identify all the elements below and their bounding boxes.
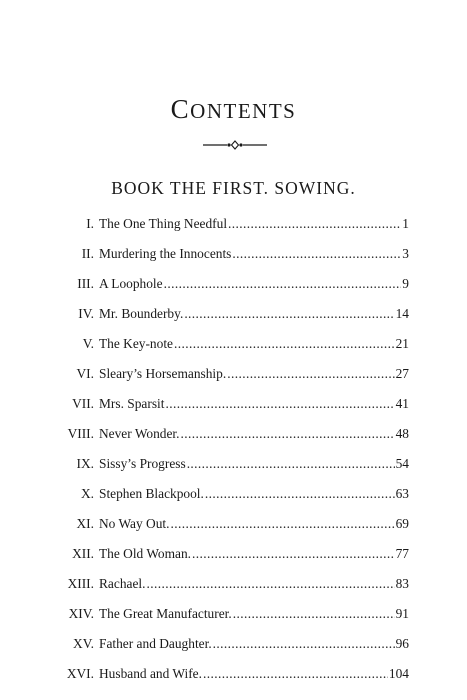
page-title: [0, 92, 467, 128]
chapter-line: [99, 243, 409, 265]
toc-entry: [0, 303, 467, 333]
toc-entry: [0, 213, 467, 243]
chapter-number: I.: [86, 216, 94, 231]
chapter-title: Rachael.: [99, 576, 146, 591]
chapter-title: The One Thing Needful: [99, 216, 228, 231]
chapter-line: [99, 603, 409, 625]
chapter-number: XIII.: [67, 576, 94, 591]
chapter-page-number: 3: [402, 246, 409, 261]
toc-entry: [0, 573, 467, 603]
chapter-line: [99, 333, 409, 355]
chapter-title: Mrs. Sparsit: [99, 396, 165, 411]
chapter-line: [99, 453, 409, 475]
chapter-line: [99, 213, 409, 235]
chapter-number: IX.: [76, 456, 94, 471]
dot-leader: [233, 603, 395, 625]
chapter-number: VIII.: [67, 426, 94, 441]
toc-entry: [0, 363, 467, 393]
chapter-page-number: 54: [395, 456, 409, 471]
toc-entry: [0, 453, 467, 483]
toc-entry: [0, 273, 467, 303]
dot-leader: [203, 663, 388, 685]
dot-leader: [180, 423, 394, 445]
toc-entry: [0, 603, 467, 633]
chapter-page-number: 63: [395, 486, 409, 501]
chapter-page-number: 14: [395, 306, 409, 321]
chapter-title: Sleary’s Horsemanship.: [99, 366, 227, 381]
chapter-title: Father and Daughter.: [99, 636, 212, 651]
chapter-title: Stephen Blackpool.: [99, 486, 204, 501]
chapter-title: The Key-note: [99, 336, 173, 351]
page-title-rest: ONTENTS: [190, 99, 297, 123]
chapter-title: The Great Manufacturer.: [99, 606, 232, 621]
chapter-title: Never Wonder.: [99, 426, 180, 441]
dot-leader: [164, 273, 402, 295]
chapter-title: Husband and Wife.: [99, 666, 202, 681]
chapter-line: [99, 573, 409, 595]
chapter-page-number: 91: [395, 606, 409, 621]
chapter-number: II.: [81, 246, 94, 261]
dot-leader: [213, 633, 395, 655]
chapter-page-number: 1: [402, 216, 409, 231]
toc-entry: [0, 243, 467, 273]
dot-leader: [187, 453, 395, 475]
toc-entry: [0, 423, 467, 453]
toc-entry: [0, 543, 467, 573]
dot-leader: [174, 333, 395, 355]
toc-entry: [0, 393, 467, 423]
dot-leader: [170, 513, 394, 535]
chapter-line: [99, 303, 409, 325]
chapter-page-number: 96: [395, 636, 409, 651]
chapter-number: XIV.: [68, 606, 94, 621]
chapter-title: No Way Out.: [99, 516, 170, 531]
chapter-title: Mr. Bounderby.: [99, 306, 184, 321]
chapter-line: [99, 363, 409, 385]
chapter-page-number: 69: [395, 516, 409, 531]
toc-entry: [0, 633, 467, 663]
chapter-page-number: 41: [395, 396, 409, 411]
dot-leader: [184, 303, 394, 325]
toc-entry: [0, 483, 467, 513]
chapter-number: XI.: [76, 516, 94, 531]
book-section-title: BOOK THE FIRST. SOWING.: [111, 178, 356, 198]
chapter-line: [99, 543, 409, 565]
chapter-page-number: 104: [388, 666, 409, 681]
toc-entry: [0, 663, 467, 693]
dot-leader: [165, 393, 394, 415]
chapter-number: IV.: [78, 306, 94, 321]
chapter-number: X.: [80, 486, 94, 501]
chapter-title: Murdering the Innocents: [99, 246, 232, 261]
toc-entry: [0, 513, 467, 543]
chapter-line: [99, 273, 409, 295]
chapter-title: A Loophole: [99, 276, 163, 291]
chapter-page-number: 48: [395, 426, 409, 441]
dot-leader: [232, 243, 401, 265]
chapter-line: [99, 663, 409, 685]
chapter-number: V.: [82, 336, 94, 351]
chapter-page-number: 27: [395, 366, 409, 381]
dot-leader: [146, 573, 394, 595]
chapter-number: XVI.: [66, 666, 94, 681]
chapter-page-number: 21: [395, 336, 409, 351]
chapter-line: [99, 393, 409, 415]
chapter-number: XII.: [72, 546, 94, 561]
toc-entry: [0, 333, 467, 363]
page-title-initial: C: [170, 94, 191, 124]
table-of-contents: [0, 213, 467, 693]
chapter-title: Sissy’s Progress: [99, 456, 186, 471]
flourish-divider-icon: [203, 139, 267, 151]
chapter-title: The Old Woman.: [99, 546, 192, 561]
chapter-page-number: 83: [395, 576, 409, 591]
chapter-number: VI.: [76, 366, 94, 381]
chapter-line: [99, 633, 409, 655]
dot-leader: [228, 213, 401, 235]
chapter-number: VII.: [72, 396, 94, 411]
chapter-page-number: 77: [395, 546, 409, 561]
chapter-line: [99, 513, 409, 535]
chapter-line: [99, 423, 409, 445]
dot-leader: [205, 483, 395, 505]
dot-leader: [227, 363, 394, 385]
chapter-page-number: 9: [402, 276, 409, 291]
dot-leader: [192, 543, 395, 565]
chapter-line: [99, 483, 409, 505]
chapter-number: XV.: [73, 636, 94, 651]
chapter-number: III.: [77, 276, 94, 291]
